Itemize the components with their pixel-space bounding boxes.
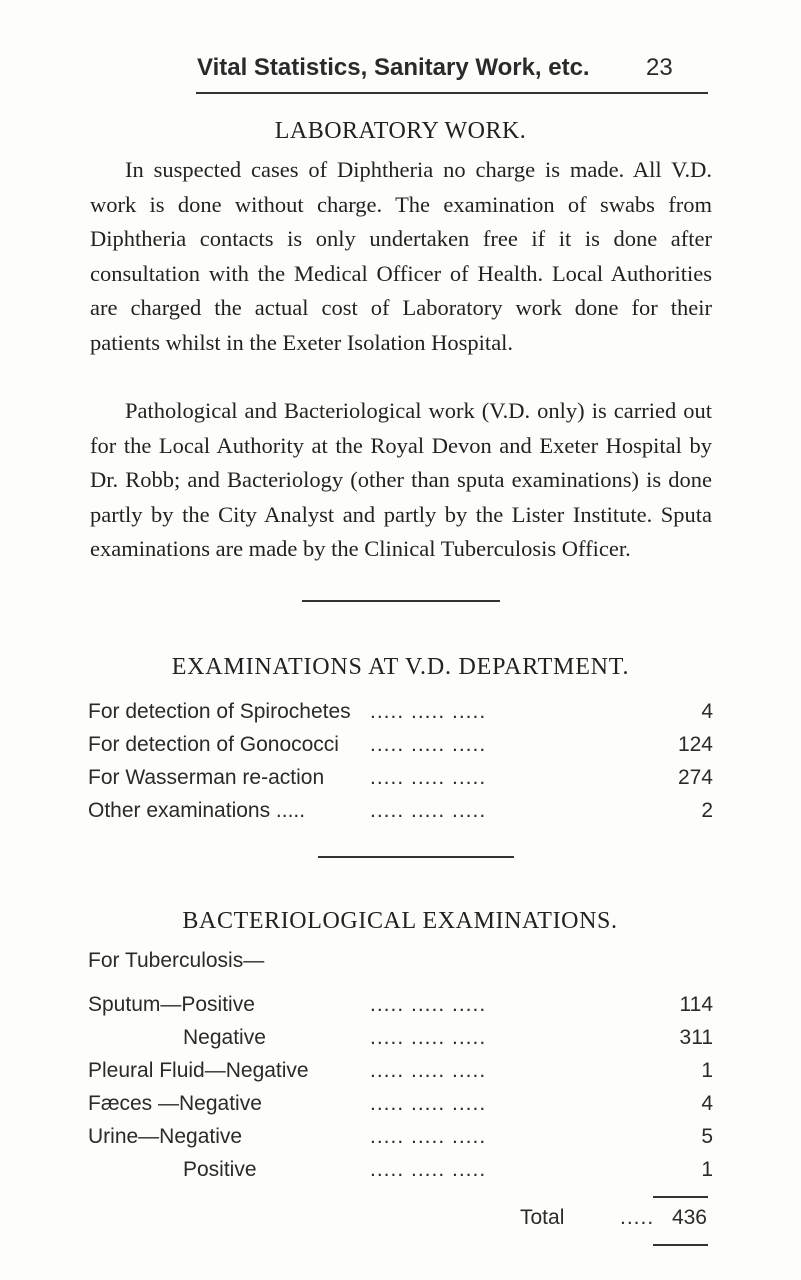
table-row — [88, 1158, 713, 1188]
table-row — [88, 1026, 713, 1056]
row-label: Negative — [183, 1026, 266, 1049]
table-row — [88, 1125, 713, 1155]
row-label: Fæces —Negative — [88, 1092, 262, 1115]
section-divider — [318, 856, 514, 858]
vd-department-heading: EXAMINATIONS AT V.D. DEPARTMENT. — [171, 654, 630, 680]
row-label: For detection of Gonococci — [88, 733, 339, 756]
row-label: Other examinations ..... — [88, 799, 306, 822]
leader-dots: ..... ..... ..... — [370, 799, 487, 822]
row-value: 4 — [701, 1092, 713, 1115]
leader-dots: ..... ..... ..... — [370, 1158, 487, 1181]
row-value: 1 — [701, 1059, 713, 1082]
laboratory-work-heading: LABORATORY WORK. — [274, 118, 527, 144]
leader-dots: ..... ..... ..... — [370, 993, 487, 1016]
row-label: Positive — [183, 1158, 257, 1181]
leader-dots: ..... ..... ..... — [370, 1125, 487, 1148]
total-label: Total — [520, 1206, 565, 1229]
row-label: Urine—Negative — [88, 1125, 243, 1148]
row-value: 114 — [679, 993, 713, 1016]
sum-rule — [653, 1196, 708, 1198]
laboratory-paragraph-2: Pathological and Bacteriological work (V.D. only) is carried out for the Local Authority at the Royal Devon and Exeter Hospital by Dr. Robb; and Bacteriology (other than sputa examinations) is done partly by the City Analyst and partly by the Lister Institute. Sputa examinations are made by the Clinical Tuberculosis Officer. — [90, 398, 712, 561]
row-value: 124 — [677, 733, 713, 756]
table-row — [88, 799, 713, 829]
page-number: 23 — [646, 54, 673, 81]
running-title: Vital Statistics, Sanitary Work, etc. — [197, 54, 590, 81]
row-label: Pleural Fluid—Negative — [88, 1059, 309, 1082]
row-label: For detection of Spirochetes — [88, 700, 351, 723]
table-row — [88, 1092, 713, 1122]
leader-dots: ..... ..... ..... — [370, 1059, 487, 1082]
bacteriological-heading: BACTERIOLOGICAL EXAMINATIONS. — [182, 908, 618, 934]
leader-dots: ..... ..... ..... — [370, 1026, 487, 1049]
table-row — [88, 700, 713, 730]
row-label: Sputum—Positive — [88, 993, 255, 1016]
table-row — [88, 766, 713, 796]
row-value: 4 — [701, 700, 713, 723]
section-divider — [302, 600, 500, 602]
table-row — [88, 1059, 713, 1089]
laboratory-paragraph-1: In suspected cases of Diphtheria no charge is made. All V.D. work is done without charge. The examination of swabs from Diphtheria contacts is only undertaken free if it is done after consultation with the Medical Officer of Health. Local Authorities are charged the actual cost of Laboratory work done for their patients whilst in the Exeter Isolation Hospital. — [90, 157, 712, 355]
leader-dots: ..... ..... ..... — [370, 733, 487, 756]
header-rule — [196, 92, 708, 94]
tuberculosis-subheading: For Tuberculosis— — [88, 949, 265, 972]
row-value: 274 — [677, 766, 713, 789]
row-value: 5 — [701, 1125, 713, 1148]
row-value: 1 — [701, 1158, 713, 1181]
row-label: For Wasserman re-action — [88, 766, 325, 789]
leader-dots: ..... ..... ..... — [370, 1092, 487, 1115]
row-value: 2 — [701, 799, 713, 822]
leader-dots: ..... — [620, 1206, 655, 1229]
total-value: 436 — [671, 1206, 707, 1229]
total-row — [88, 1206, 713, 1236]
table-row — [88, 993, 713, 1023]
total-underline — [653, 1244, 708, 1246]
leader-dots: ..... ..... ..... — [370, 700, 487, 723]
row-value: 311 — [679, 1026, 713, 1049]
table-row — [88, 733, 713, 763]
leader-dots: ..... ..... ..... — [370, 766, 487, 789]
